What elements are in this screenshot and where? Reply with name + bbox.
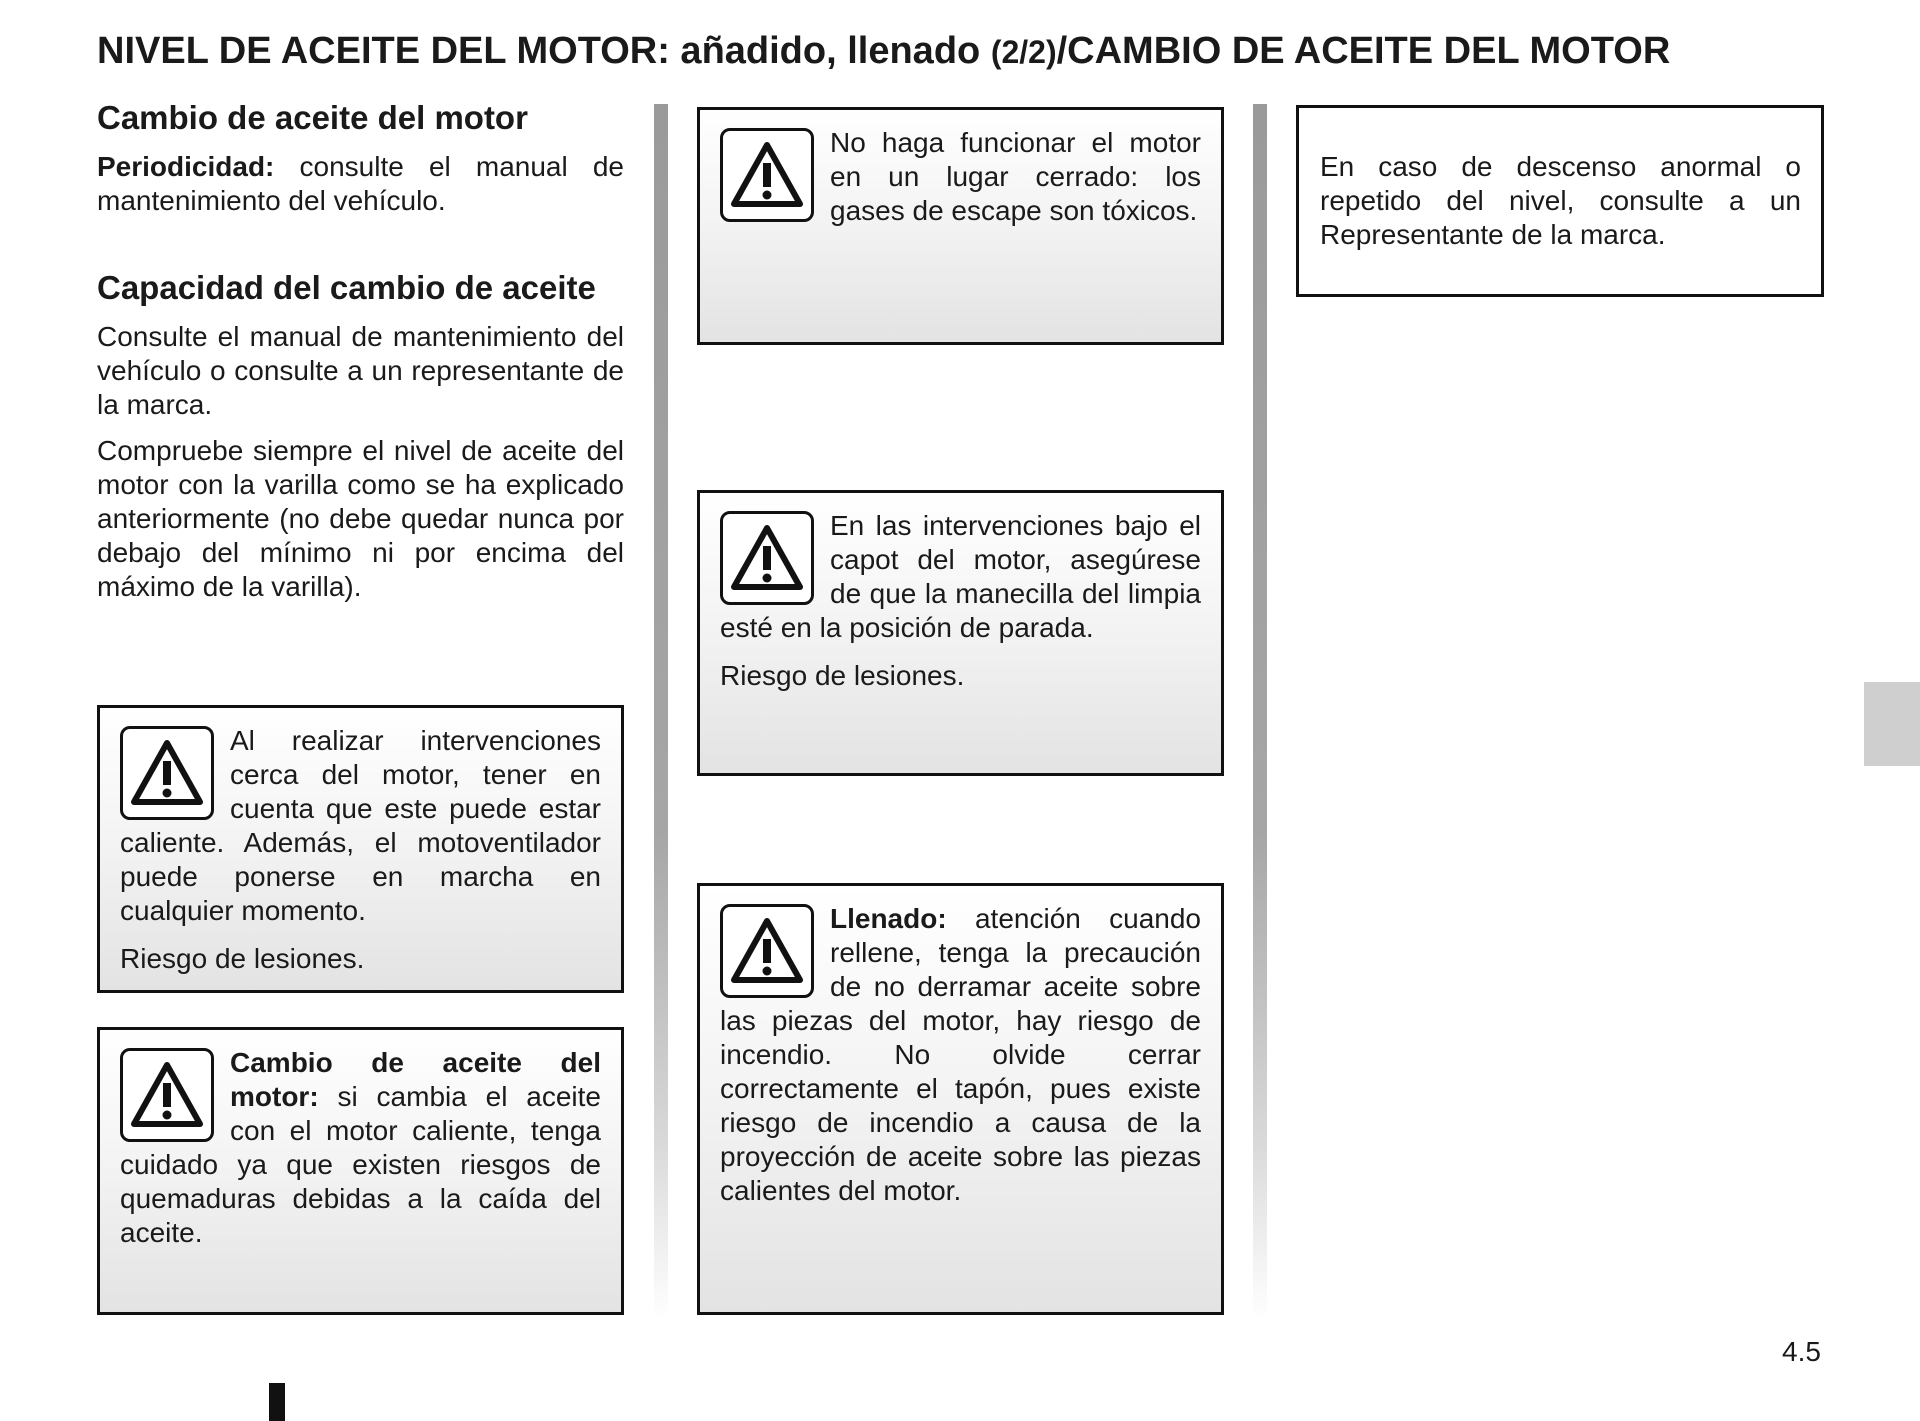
column-1 bbox=[97, 98, 624, 604]
note-oil-level-text: En caso de descenso anormal o repetido del nivel, consulte a un Representante de la marca. bbox=[1320, 151, 1801, 250]
warning-triangle-icon bbox=[120, 1048, 214, 1142]
page-number: 4.5 bbox=[1782, 1336, 1821, 1367]
section-heading-capacity: Capacidad del cambio de aceite bbox=[97, 269, 596, 306]
warning-filling-body: atención cuando rellene, tenga la precaución de no derramar aceite sobre las piezas del motor, hay riesgo de incendio. No olvide cerrar correctamente el tapón, pues existe riesgo de incendio a causa de la proyección de aceite sobre las piezas calientes del motor. bbox=[720, 903, 1201, 1206]
column-divider bbox=[1253, 104, 1267, 1319]
note-box-oil-level bbox=[1296, 105, 1824, 297]
periodicity-text: consulte el manual de mantenimiento del vehículo. bbox=[97, 151, 624, 216]
periodicity-label: Periodicidad: bbox=[97, 151, 275, 182]
warning-triangle-icon bbox=[720, 904, 814, 998]
warning-hot-oil-body: si cambia el aceite con el motor caliente, tenga cuidado ya que existen riesgos de quemaduras debidas a la caída del aceite. bbox=[120, 1081, 601, 1248]
warning-hot-oil-label: Cambio de aceite del motor: bbox=[230, 1047, 601, 1112]
page-title bbox=[97, 30, 1670, 73]
title-part: (2/2) bbox=[990, 34, 1057, 70]
warning-wiper-text: En las intervenciones bajo el capot del motor, asegúrese de que la manecilla del limpia esté en la posición de parada. bbox=[720, 510, 1201, 643]
column-divider bbox=[654, 104, 668, 1319]
capacity-paragraph: Consulte el manual de mantenimiento del vehículo o consulte a un representante de la marca. bbox=[97, 321, 624, 420]
title-main: NIVEL DE ACEITE DEL MOTOR: añadido, llenado bbox=[97, 30, 991, 72]
warning-box-hot-engine bbox=[97, 705, 624, 993]
warning-box-filling bbox=[697, 883, 1224, 1315]
warning-filling-label: Llenado: bbox=[830, 903, 947, 934]
chapter-tab bbox=[1864, 682, 1920, 766]
warning-hot-engine-text: Al realizar intervenciones cerca del motor, tener en cuenta que este puede estar caliente. Además, el motoventilador puede ponerse en marcha en cualquier momento. bbox=[120, 725, 601, 926]
warning-box-wiper bbox=[697, 490, 1224, 776]
warning-wiper-risk: Riesgo de lesiones. bbox=[720, 660, 965, 691]
warning-box-hot-oil bbox=[97, 1027, 624, 1315]
warning-box-exhaust bbox=[697, 107, 1224, 345]
warning-triangle-icon bbox=[720, 128, 814, 222]
periodicity-paragraph bbox=[97, 150, 624, 218]
title-tail: /CAMBIO DE ACEITE DEL MOTOR bbox=[1056, 30, 1671, 72]
warning-exhaust-text: No haga funcionar el motor en un lugar cerrado: los gases de escape son tóxicos. bbox=[830, 127, 1201, 226]
warning-hot-engine-risk: Riesgo de lesiones. bbox=[120, 943, 365, 974]
registration-mark bbox=[269, 1383, 285, 1421]
section-heading-oil-change: Cambio de aceite del motor bbox=[97, 99, 528, 136]
dipstick-paragraph: Compruebe siempre el nivel de aceite del motor con la varilla como se ha explicado anteriormente (no debe quedar nunca por debajo del mínimo ni por encima del máximo de la varilla). bbox=[97, 435, 624, 602]
warning-triangle-icon bbox=[120, 726, 214, 820]
warning-triangle-icon bbox=[720, 511, 814, 605]
